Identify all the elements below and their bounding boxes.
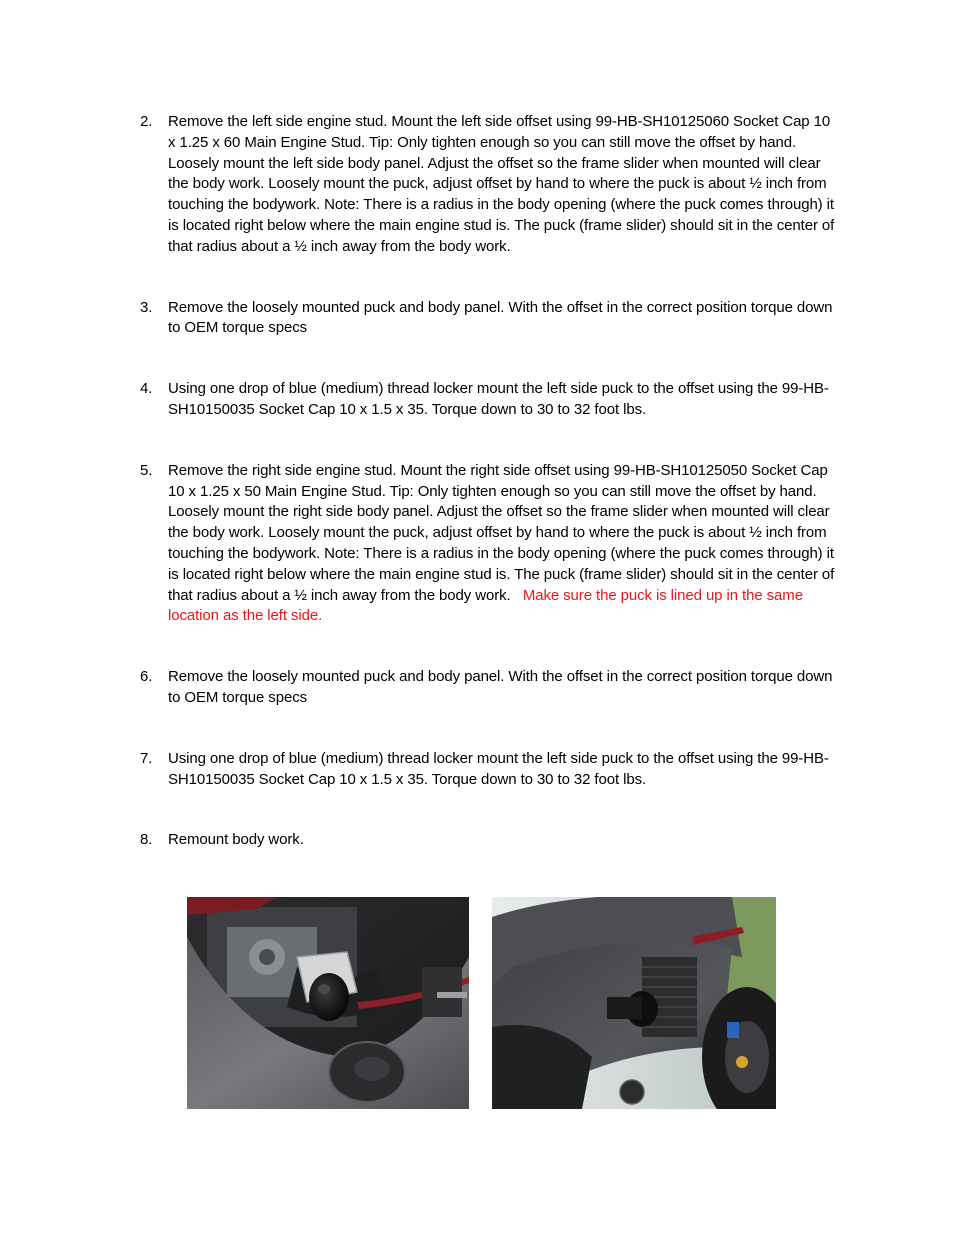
step-6 (140, 667, 840, 709)
photo-left-image (187, 897, 469, 1109)
step-text: Remove the left side engine stud. Mount the left side offset using 99-HB-SH10125060 Socket Cap 10 x 1.25 x 60 Main Engine Stud. Tip: Only tighten enough so you can still move the offset by hand. Loosely mount the left side body panel. Adjust the offset so the frame slider when mounted will clear the body work. Loosely mount the puck, adjust offset by hand to where the puck is about ½ inch from touching the bodywork. Note: There is a radius in the body opening (where the puck comes through) it is located right below where the main engine stud is. The puck (frame slider) should sit in the center of that radius about a ½ inch away from the body work. (168, 113, 835, 255)
step-text: Remove the right side engine stud. Mount the right side offset using 99-HB-SH10125050 Socket Cap 10 x 1.25 x 50 Main Engine Stud. Tip: Only tighten enough so you can still move the offset by hand. Loosely mount the right side body panel. Adjust the offset so the frame slider when mounted will clear the body work. Loosely mount the puck, adjust offset by hand to where the puck is about ½ inch from touching the bodywork. Note: There is a radius in the body opening (where the puck comes through) it is located right below where the main engine stud is. The puck (frame slider) should sit in the center of that radius about a ½ inch away from the body work. (168, 461, 835, 604)
step-number: 5. (140, 461, 153, 479)
instruction-steps (140, 112, 840, 851)
step-7 (140, 749, 840, 791)
photo-right-image (492, 897, 776, 1109)
warning-note: Make sure the puck is lined up in the same location as the left side. (168, 586, 803, 625)
step-number: 3. (140, 298, 153, 316)
photo-left-side-slider (187, 897, 469, 1109)
step-text: Remove the loosely mounted puck and body panel. With the offset in the correct position torque down to OEM torque specs (168, 668, 833, 706)
step-text: Using one drop of blue (medium) thread locker mount the left side puck to the offset using the 99-HB-SH10150035 Socket Cap 10 x 1.5 x 35. Torque down to 30 to 32 foot lbs. (168, 380, 829, 418)
step-5 (140, 461, 840, 627)
step-2 (140, 112, 840, 258)
step-4 (140, 379, 840, 421)
step-text: Using one drop of blue (medium) thread locker mount the left side puck to the offset using the 99-HB-SH10150035 Socket Cap 10 x 1.5 x 35. Torque down to 30 to 32 foot lbs. (168, 749, 829, 788)
photo-right-side-slider (492, 897, 776, 1109)
step-number: 7. (140, 749, 153, 767)
step-text: Remove the loosely mounted puck and body panel. With the offset in the correct position torque down to OEM torque specs (168, 298, 833, 337)
step-number: 6. (140, 668, 153, 686)
step-8 (140, 830, 840, 851)
step-number: 2. (140, 113, 153, 130)
step-number: 4. (140, 380, 153, 398)
step-3 (140, 298, 840, 340)
step-number: 8. (140, 831, 153, 849)
step-text: Remount body work. (168, 831, 304, 849)
